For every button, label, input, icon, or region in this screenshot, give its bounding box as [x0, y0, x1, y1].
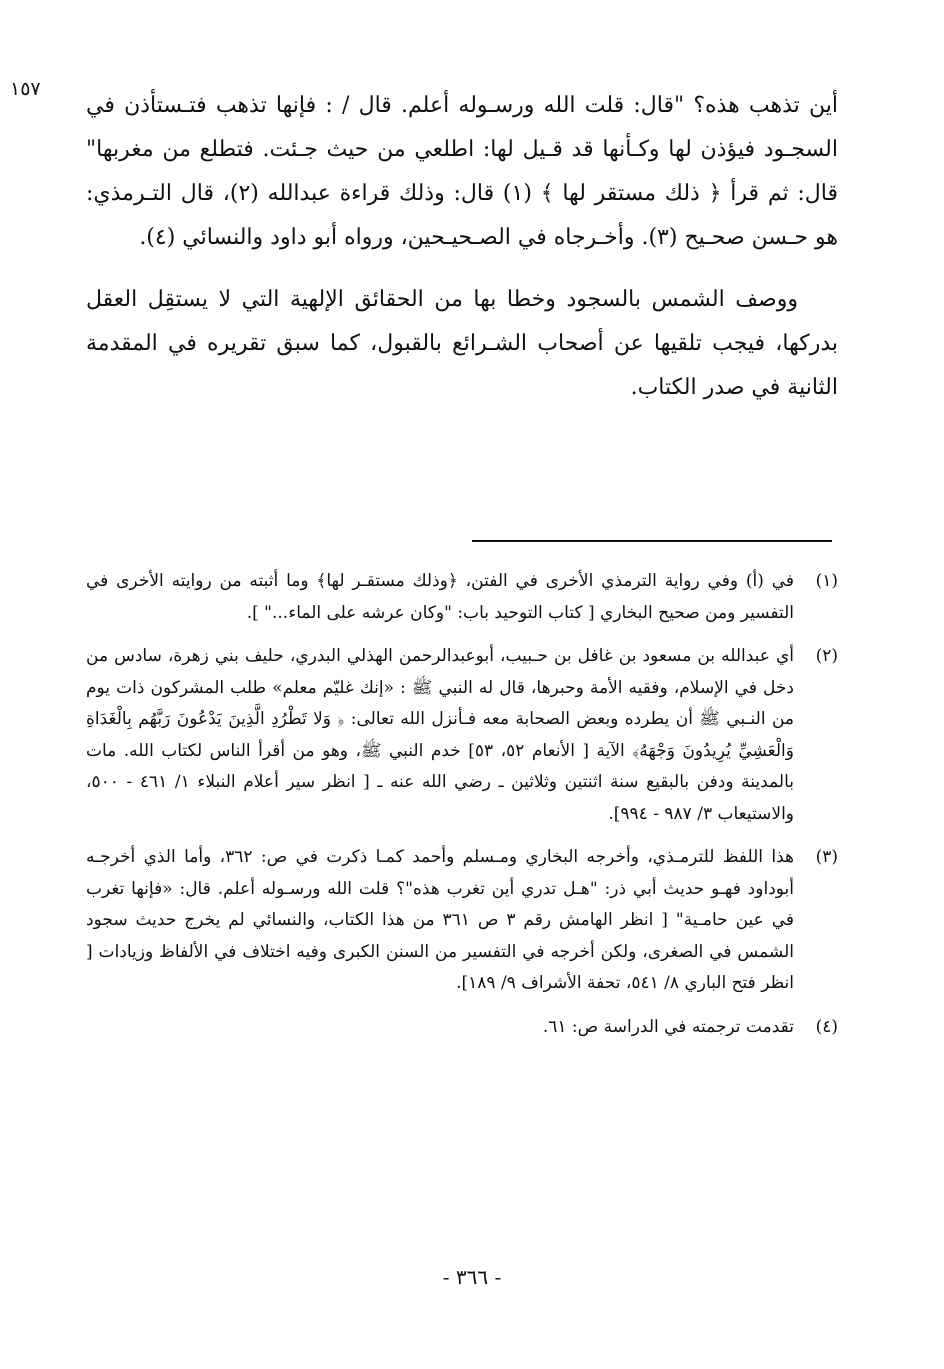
footnote-number: (٢): [815, 646, 838, 666]
page-number: - ٣٦٦ -: [442, 1265, 502, 1289]
body-paragraph-2: ووصف الشمس بالسجود وخطا بها من الحقائق الإلهية التي لا يستقِل العقل بدركها، فيجب تلقيها عن أصحاب الشـرائع بالقبول، كما سبق تقريره في المقدمة الثانية في صدر الكتاب.: [86, 287, 838, 400]
footnote-2: [86, 641, 838, 830]
footnote-divider: [472, 540, 832, 542]
footnote-number: (١): [815, 571, 838, 591]
footnote-number: (٣): [815, 847, 838, 867]
body-paragraph-1: أين تذهب هذه؟ "قال: قلت الله ورسـوله أعلم. قال / : فإنها تذهب فتـستأذن في السجـود فيؤذن لها وكـأنها قد قـيل لها: اطلعي من حيث جـئت. فتطلع من مغربها" قال: ثم قرأ ﴿ ذلك مستقر لها ﴾ (١) قال: وذلك قراءة عبدالله (٢)، قال التـرمذي: هو حـسن صحـيح (٣). وأخـرجاه في الصـحيـحين، ورواه أبو داود والنسائي (٤).: [86, 93, 838, 250]
footnote-text: تقدمت ترجمته في الدراسة ص: ٦١.: [542, 1016, 794, 1037]
margin-reference-number: ١٥٧: [10, 78, 41, 100]
footnote-number: (٤): [815, 1016, 838, 1037]
footnote-3: [86, 842, 838, 1000]
footnote-4: [86, 1012, 838, 1044]
footnote-text: في (أ) وفي رواية الترمذي الأخرى في الفتن، ﴿وذلك مستقـر لها﴾ وما أثبته من روايته الأخرى في التفسير ومن صحيح البخاري [ كتاب التوحيد باب: "وكان عرشه على الماء..." ].: [86, 571, 794, 623]
footnotes-section: [86, 566, 838, 1055]
footnote-text: أي عبدالله بن مسعود بن غافل بن حـبيب، أبوعبدالرحمن الهذلي البدري، حليف بني زهرة، سادس من دخل في الإسلام، وفقيه الأمة وحبرها، قال له النبي ﷺ : «إنك غليّم معلم» طلب المشركون ذات يوم من النـبي ﷺ أن يطرده وبعض الصحابة معه فـأنزل الله تعالى: ﴿ وَلا تَطْرُدِ الَّذِينَ يَدْعُونَ رَبَّهُم بِالْغَدَاةِ وَالْعَشِيِّ يُرِيدُونَ وَجْهَهُ﴾ الآية [ الأنعام ٥٢، ٥٣] خدم النبي ﷺ، وهو من أقرأ الناس لكتاب الله. مات بالمدينة ودفن بالبقيع سنة اثنتين وثلاثين ـ رضي الله عنه ـ [ انظر سير أعلام النبلاء ١/ ٤٦١ - ٥٠٠، والاستيعاب ٣/ ٩٨٧ - ٩٩٤].: [86, 646, 795, 824]
main-text: [86, 84, 838, 410]
footnote-1: [86, 566, 838, 629]
footnote-text: هذا اللفظ للترمـذي، وأخرجه البخاري ومـسلم وأحمد كمـا ذكرت في ص: ٣٦٢، وأما الذي أخرجـه أبوداود فهـو حديث أبي ذر: "هـل تدري أين تغرب هذه"؟ قلت الله ورسـوله أعلم. قال: «فإنها تغرب في عين حامـية" [ انظر الهامش رقم ٣ ص ٣٦١ من هذا الكتاب، والنسائي لم يخرج حديث سجود الشمس في الصغرى، ولكن أخرجه في التفسير من السنن الكبرى وفيه اختلاف في الألفاظ وزيادات [ انظر فتح الباري ٨/ ٥٤١، تحفة الأشراف ٩/ ١٨٩].: [86, 847, 795, 993]
